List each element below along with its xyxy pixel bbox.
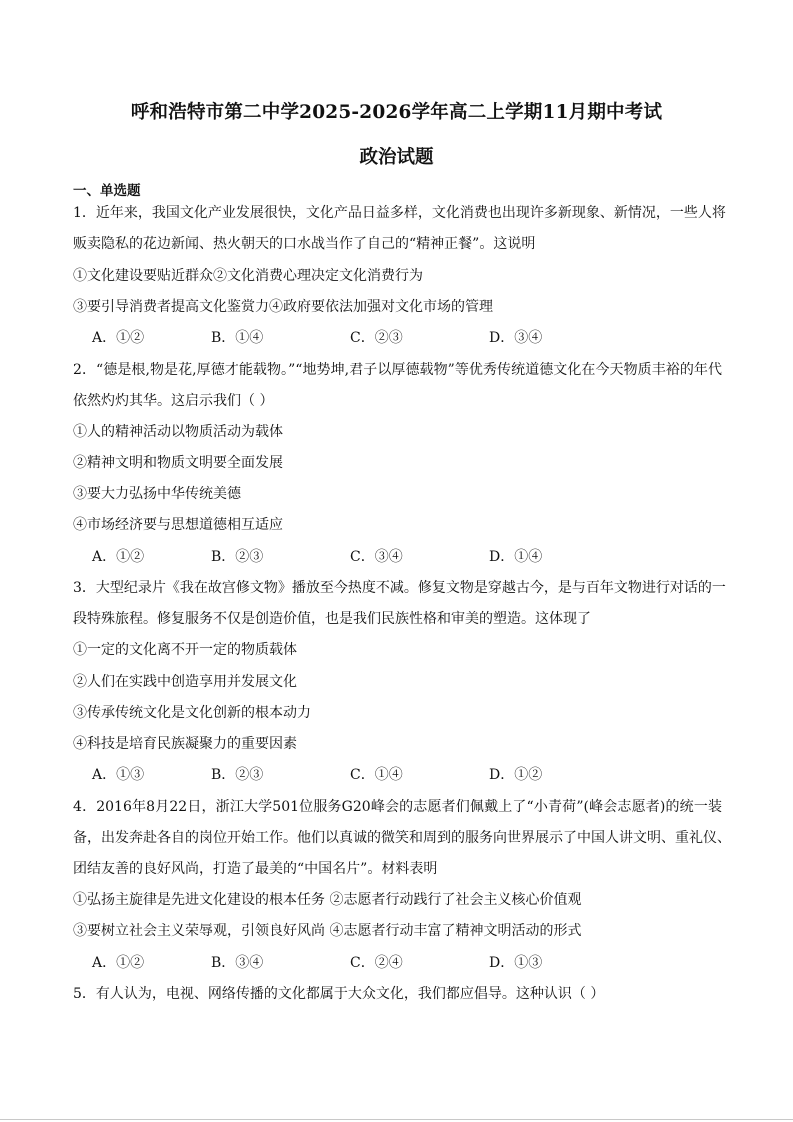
page-bottom-rule (0, 1119, 793, 1120)
question-3-line: 3．大型纪录片《我在故宫修文物》播放至今热度不减。修复文物是穿越古今，是与百年文物进行对话的一 (73, 580, 726, 596)
section-heading: 一、单选题 (73, 183, 141, 199)
question-4-option-a: A．①② (92, 955, 145, 971)
question-1-option-c: C．②③ (350, 330, 403, 346)
question-4-line: 团结友善的良好风尚，打造了最美的“中国名片”。材料表明 (73, 861, 438, 877)
question-1-line: ③要引导消费者提高文化鉴赏力④政府要依法加强对文化市场的管理 (73, 299, 493, 315)
question-4-option-c: C．②④ (350, 955, 403, 971)
question-4-option-b: B．③④ (211, 955, 264, 971)
question-1-line: 1．近年来，我国文化产业发展很快，文化产品日益多样，文化消费也出现许多新现象、新情况，一些人将 (73, 205, 726, 221)
question-2-line: 2．“德是根,物是花,厚德才能载物。”“地势坤,君子以厚德载物”等优秀传统道德文化在今天物质丰裕的年代 (73, 362, 722, 378)
question-3-option-b: B．②③ (211, 767, 264, 783)
question-3-option-c: C．①④ (350, 767, 403, 783)
question-1-options (0, 328, 793, 348)
question-1-option-b: B．①④ (211, 330, 264, 346)
question-2-option-a: A．①② (92, 549, 145, 565)
question-4-option-d: D．①③ (489, 955, 543, 971)
question-3-line: ④科技是培育民族凝聚力的重要因素 (73, 736, 297, 752)
question-2-option-d: D．①④ (489, 549, 543, 565)
question-1-line: ①文化建设要贴近群众②文化消费心理决定文化消费行为 (73, 268, 423, 284)
question-3-line: ②人们在实践中创造享用并发展文化 (73, 674, 297, 690)
question-4-line: ③要树立社会主义荣辱观，引领良好风尚 ④志愿者行动丰富了精神文明活动的形式 (73, 923, 582, 939)
question-2-line: ①人的精神活动以物质活动为载体 (73, 424, 283, 440)
question-4-line: ①弘扬主旋律是先进文化建设的根本任务 ②志愿者行动践行了社会主义核心价值观 (73, 892, 582, 908)
question-4-line: 4．2016年8月22日，浙江大学501位服务G20峰会的志愿者们佩戴上了“小青荷”(峰会志愿者)的统一装 (73, 799, 722, 815)
page-title: 呼和浩特市第二中学2025-2026学年高二上学期11月期中考试 (130, 102, 663, 123)
question-2-line: ③要大力弘扬中华传统美德 (73, 486, 241, 502)
question-1-option-a: A．①② (92, 330, 145, 346)
question-2-line: ④市场经济要与思想道德相互适应 (73, 517, 283, 533)
question-3-option-d: D．①② (489, 767, 543, 783)
question-3-options (0, 765, 793, 785)
question-4-options (0, 953, 793, 973)
question-2-option-b: B．②③ (211, 549, 264, 565)
question-5-line: 5．有人认为，电视、网络传播的文化都属于大众文化，我们都应倡导。这种认识（ ） (73, 986, 605, 1002)
question-1-line: 贩卖隐私的花边新闻、热火朝天的口水战当作了自己的“精神正餐”。这说明 (73, 236, 536, 252)
question-4-line: 备，出发奔赴各自的岗位开始工作。他们以真诚的微笑和周到的服务向世界展示了中国人讲文明、重礼仪、 (73, 830, 731, 846)
question-2-line: ②精神文明和物质文明要全面发展 (73, 455, 283, 471)
question-3-option-a: A．①③ (92, 767, 145, 783)
question-1-option-d: D．③④ (489, 330, 543, 346)
question-3-line: ①一定的文化离不开一定的物质载体 (73, 642, 297, 658)
question-2-options (0, 547, 793, 567)
question-2-line: 依然灼灼其华。这启示我们（ ） (73, 393, 274, 409)
question-2-option-c: C．③④ (350, 549, 403, 565)
question-3-line: ③传承传统文化是文化创新的根本动力 (73, 705, 311, 721)
question-3-line: 段特殊旅程。修复服务不仅是创造价值，也是我们民族性格和审美的塑造。这体现了 (73, 611, 591, 627)
subject-title: 政治试题 (359, 147, 434, 168)
